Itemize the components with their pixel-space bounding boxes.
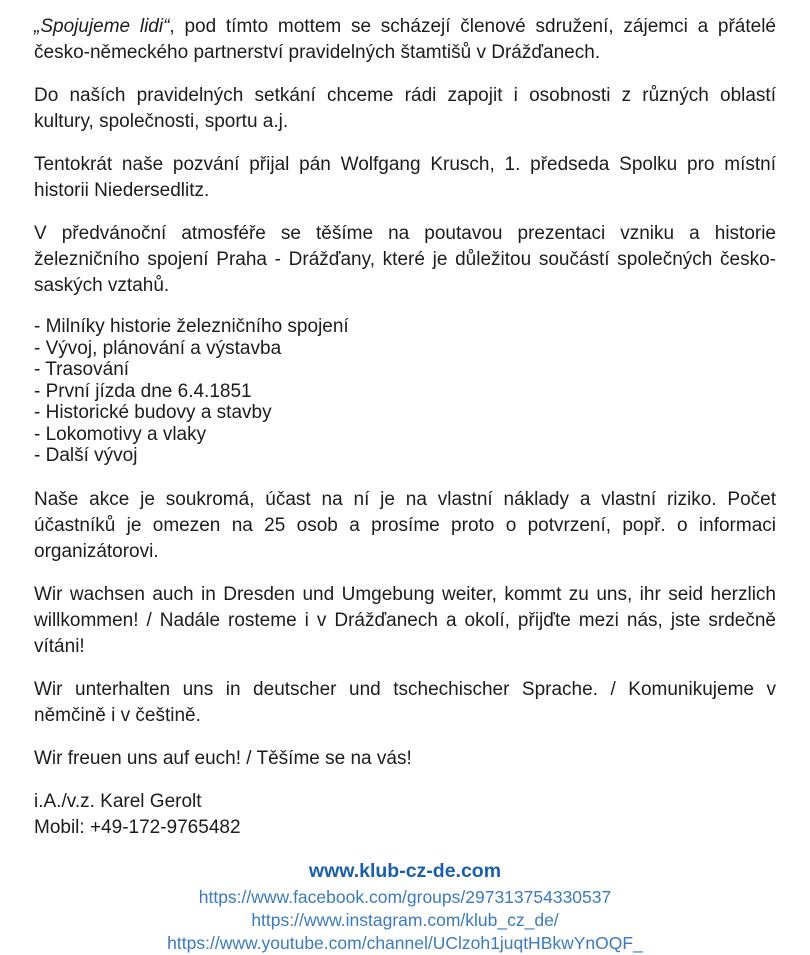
paragraph-private-note: Naše akce je soukromá, účast na ní je na vlastní náklady a vlastní riziko. Počet účastníků je omezen na 25 osob a prosíme proto o potvrzení, popř. o informaci organizátorovi. (34, 488, 776, 562)
agenda-item-development: - Vývoj, plánování a výstavba (34, 337, 282, 359)
paragraph-motto (34, 14, 776, 66)
agenda-item-buildings: - Historické budovy a stavby (34, 402, 272, 423)
agenda-item-routing: - Trasování (34, 359, 130, 380)
paragraph-growing: Wir wachsen auch in Dresden und Umgebung weiter, kommt zu uns, ihr seid herzlich willkommen! / Nadále rosteme i v Drážďanech a okolí, přijďte mezi nás, jste srdečně vítáni! (34, 583, 776, 657)
agenda-item-milestones: - Milníky historie železničního spojení (34, 316, 349, 337)
footer-links (34, 859, 776, 955)
signature-name: i.A./v.z. Karel Gerolt (34, 790, 202, 812)
agenda-item-first-ride: - První jízda dne 6.4.1851 (34, 380, 252, 402)
agenda-item-locomotives: - Lokomotivy a vlaky (34, 423, 207, 445)
paragraph-guest: Tentokrát naše pozvání přijal pán Wolfgang Krusch, 1. předseda Spolku pro místní historii Niedersedlitz. (34, 154, 776, 201)
footer-instagram-link[interactable]: https://www.instagram.com/klub_cz_de/ (251, 909, 559, 930)
paragraph-invite-scope: Do naších pravidelných setkání chceme rádi zapojit i osobnosti z různých oblastí kultury, společnosti, sportu a.j. (34, 85, 776, 132)
signature-block (34, 789, 776, 841)
footer-youtube-link[interactable]: https://www.youtube.com/channel/UClzoh1juqtHBkwYnOQF_ (167, 932, 643, 953)
paragraph-presentation: V předvánoční atmosféře se těšíme na poutavou prezentaci vzniku a historie železničního spojení Praha - Drážďany, které je důležitou součástí společných česko-saských vztahů. (34, 223, 776, 296)
footer-website-link[interactable]: www.klub-cz-de.com (308, 859, 502, 882)
motto-rest-text: , pod tímto mottem se scházejí členové sdružení, zájemci a přátelé česko-německého partnerství pravidelných štamtišů v Drážďanech. (34, 16, 776, 63)
agenda-list (34, 316, 776, 467)
signature-mobile: Mobil: +49-172-9765482 (34, 816, 241, 838)
paragraph-languages: Wir unterhalten uns in deutscher und tschechischer Sprache. / Komunikujeme v němčině i v češtině. (34, 678, 776, 726)
agenda-item-further-development: - Další vývoj (34, 445, 138, 466)
footer-facebook-link[interactable]: https://www.facebook.com/groups/297313754330537 (198, 886, 612, 907)
paragraph-closing: Wir freuen uns auf euch! / Těšíme se na vás! (34, 747, 412, 769)
motto-text: „Spojujeme lidi“ (34, 16, 170, 37)
